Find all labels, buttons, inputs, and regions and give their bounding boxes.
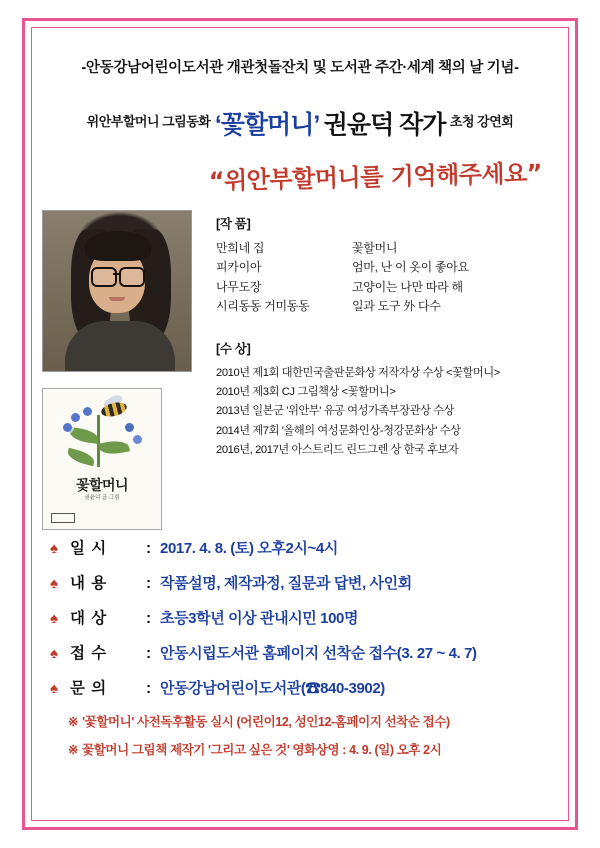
note-mark: ※ bbox=[68, 715, 79, 729]
flower-icon bbox=[125, 423, 134, 432]
spade-bullet-icon: ♠ bbox=[50, 575, 58, 592]
spade-bullet-icon: ♠ bbox=[50, 680, 58, 697]
author-photo bbox=[42, 210, 192, 372]
photo-fringe bbox=[85, 231, 151, 261]
author-info bbox=[216, 214, 566, 460]
note-text: '꽃할머니' 사전독후활동 실시 (어린이12, 성인12-홈페이지 선착순 접수) bbox=[82, 715, 450, 729]
detail-row-contact bbox=[50, 676, 566, 698]
photo-mouth bbox=[109, 297, 125, 301]
detail-value: 안동강남어린이도서관(☎840-3902) bbox=[160, 680, 385, 697]
works-section bbox=[216, 214, 566, 317]
work-title-right: 꽃할머니 bbox=[352, 241, 398, 255]
poster-slogan: “위안부할머니를 기억해주세요” bbox=[208, 159, 543, 196]
flower-icon bbox=[83, 407, 92, 416]
flower-icon bbox=[71, 413, 80, 422]
book-cover-subtitle: 권윤덕 글·그림 bbox=[84, 495, 120, 501]
detail-value: 초등3학년 이상 관내시민 100명 bbox=[160, 610, 359, 627]
work-row bbox=[216, 278, 566, 297]
award-item: 2014년 제7회 '올해의 여성문화인상-청강문화상' 수상 bbox=[216, 424, 461, 437]
photo-glasses-right bbox=[119, 267, 145, 287]
photo-glasses-bridge bbox=[113, 273, 121, 275]
spade-bullet-icon: ♠ bbox=[50, 540, 58, 557]
award-item: 2010년 제1회 대한민국출판문화상 저작자상 수상 <꽃할머니> bbox=[216, 366, 500, 379]
poster-content bbox=[34, 30, 566, 818]
leaf-icon bbox=[98, 438, 130, 456]
award-item: 2016년, 2017년 아스트리드 린드그렌 상 한국 후보자 bbox=[216, 443, 459, 456]
detail-value: 2017. 4. 8. (토) 오후2시~4시 bbox=[160, 540, 338, 557]
detail-value: 안동시립도서관 홈페이지 선착순 접수(3. 27 ~ 4. 7) bbox=[160, 645, 477, 662]
poster-headline: -안동강남어린이도서관 개관첫돌잔치 및 도서관 주간·세계 책의 날 기념- bbox=[81, 60, 519, 76]
photo-body bbox=[65, 321, 175, 372]
awards-label: [수 상] bbox=[216, 341, 251, 356]
detail-colon: : bbox=[146, 540, 152, 557]
work-title-left: 나무도장 bbox=[216, 279, 262, 294]
detail-row-date bbox=[50, 536, 566, 558]
awards-list bbox=[216, 364, 566, 460]
book-cover-image bbox=[42, 388, 162, 530]
detail-label: 문 의 bbox=[70, 680, 108, 697]
work-row bbox=[216, 297, 566, 316]
leaf-icon bbox=[66, 448, 96, 466]
work-title-right: 엄마, 난 이 옷이 좋아요 bbox=[352, 260, 469, 275]
award-item: 2013년 일본군 '위안부' 유공 여성가족부장관상 수상 bbox=[216, 405, 455, 418]
footer-notes bbox=[34, 712, 566, 758]
awards-section bbox=[216, 339, 566, 460]
title-book-name: ‘꽃할머니’ bbox=[214, 111, 320, 139]
detail-colon: : bbox=[146, 575, 152, 592]
detail-colon: : bbox=[146, 680, 152, 697]
note-mark: ※ bbox=[68, 743, 79, 757]
spade-bullet-icon: ♠ bbox=[50, 610, 58, 627]
work-title-right: 일과 도구 外 다수 bbox=[352, 299, 441, 314]
title-suffix: 초청 강연회 bbox=[449, 114, 514, 129]
flower-icon bbox=[133, 435, 142, 444]
title-author-name: 권윤덕 작가 bbox=[323, 111, 446, 139]
detail-value: 작품설명, 제작과정, 질문과 답변, 사인회 bbox=[160, 575, 412, 592]
detail-label: 접 수 bbox=[70, 645, 108, 662]
work-row bbox=[216, 258, 566, 277]
work-title-left: 시리동동 거미동동 bbox=[216, 299, 310, 314]
works-label: [작 품] bbox=[216, 217, 251, 231]
leaf-icon bbox=[68, 427, 100, 444]
flower-icon bbox=[63, 423, 72, 432]
photo-glasses-left bbox=[91, 267, 117, 287]
detail-row-content bbox=[50, 571, 566, 593]
book-publisher-mark bbox=[51, 513, 75, 523]
detail-row-audience bbox=[50, 606, 566, 628]
title-prefix: 위안부할머니 그림동화 bbox=[86, 114, 211, 129]
detail-row-registration bbox=[50, 641, 566, 663]
spade-bullet-icon: ♠ bbox=[50, 645, 58, 662]
detail-label: 대 상 bbox=[70, 610, 108, 627]
detail-label: 일 시 bbox=[70, 540, 108, 557]
work-title-left: 피카이아 bbox=[216, 260, 262, 275]
detail-colon: : bbox=[146, 645, 152, 662]
work-title-left: 만희네 집 bbox=[216, 241, 265, 255]
work-title-right: 고양이는 나만 따라 해 bbox=[352, 279, 463, 294]
event-details bbox=[34, 536, 566, 698]
note-item bbox=[68, 740, 566, 758]
award-item: 2010년 제3회 CJ 그림책상 <꽃할머니> bbox=[216, 386, 396, 399]
detail-colon: : bbox=[146, 610, 152, 627]
book-cover-title: 꽃할머니 bbox=[75, 477, 129, 493]
note-text: 꽃할머니 그림책 제작기 '그리고 싶은 것' 영화상영 : 4. 9. (일) 오후 2시 bbox=[82, 743, 442, 757]
poster-middle-section bbox=[34, 210, 566, 530]
note-item bbox=[68, 712, 566, 730]
work-row bbox=[216, 239, 566, 258]
poster-title bbox=[34, 105, 566, 141]
detail-label: 내 용 bbox=[70, 575, 108, 592]
